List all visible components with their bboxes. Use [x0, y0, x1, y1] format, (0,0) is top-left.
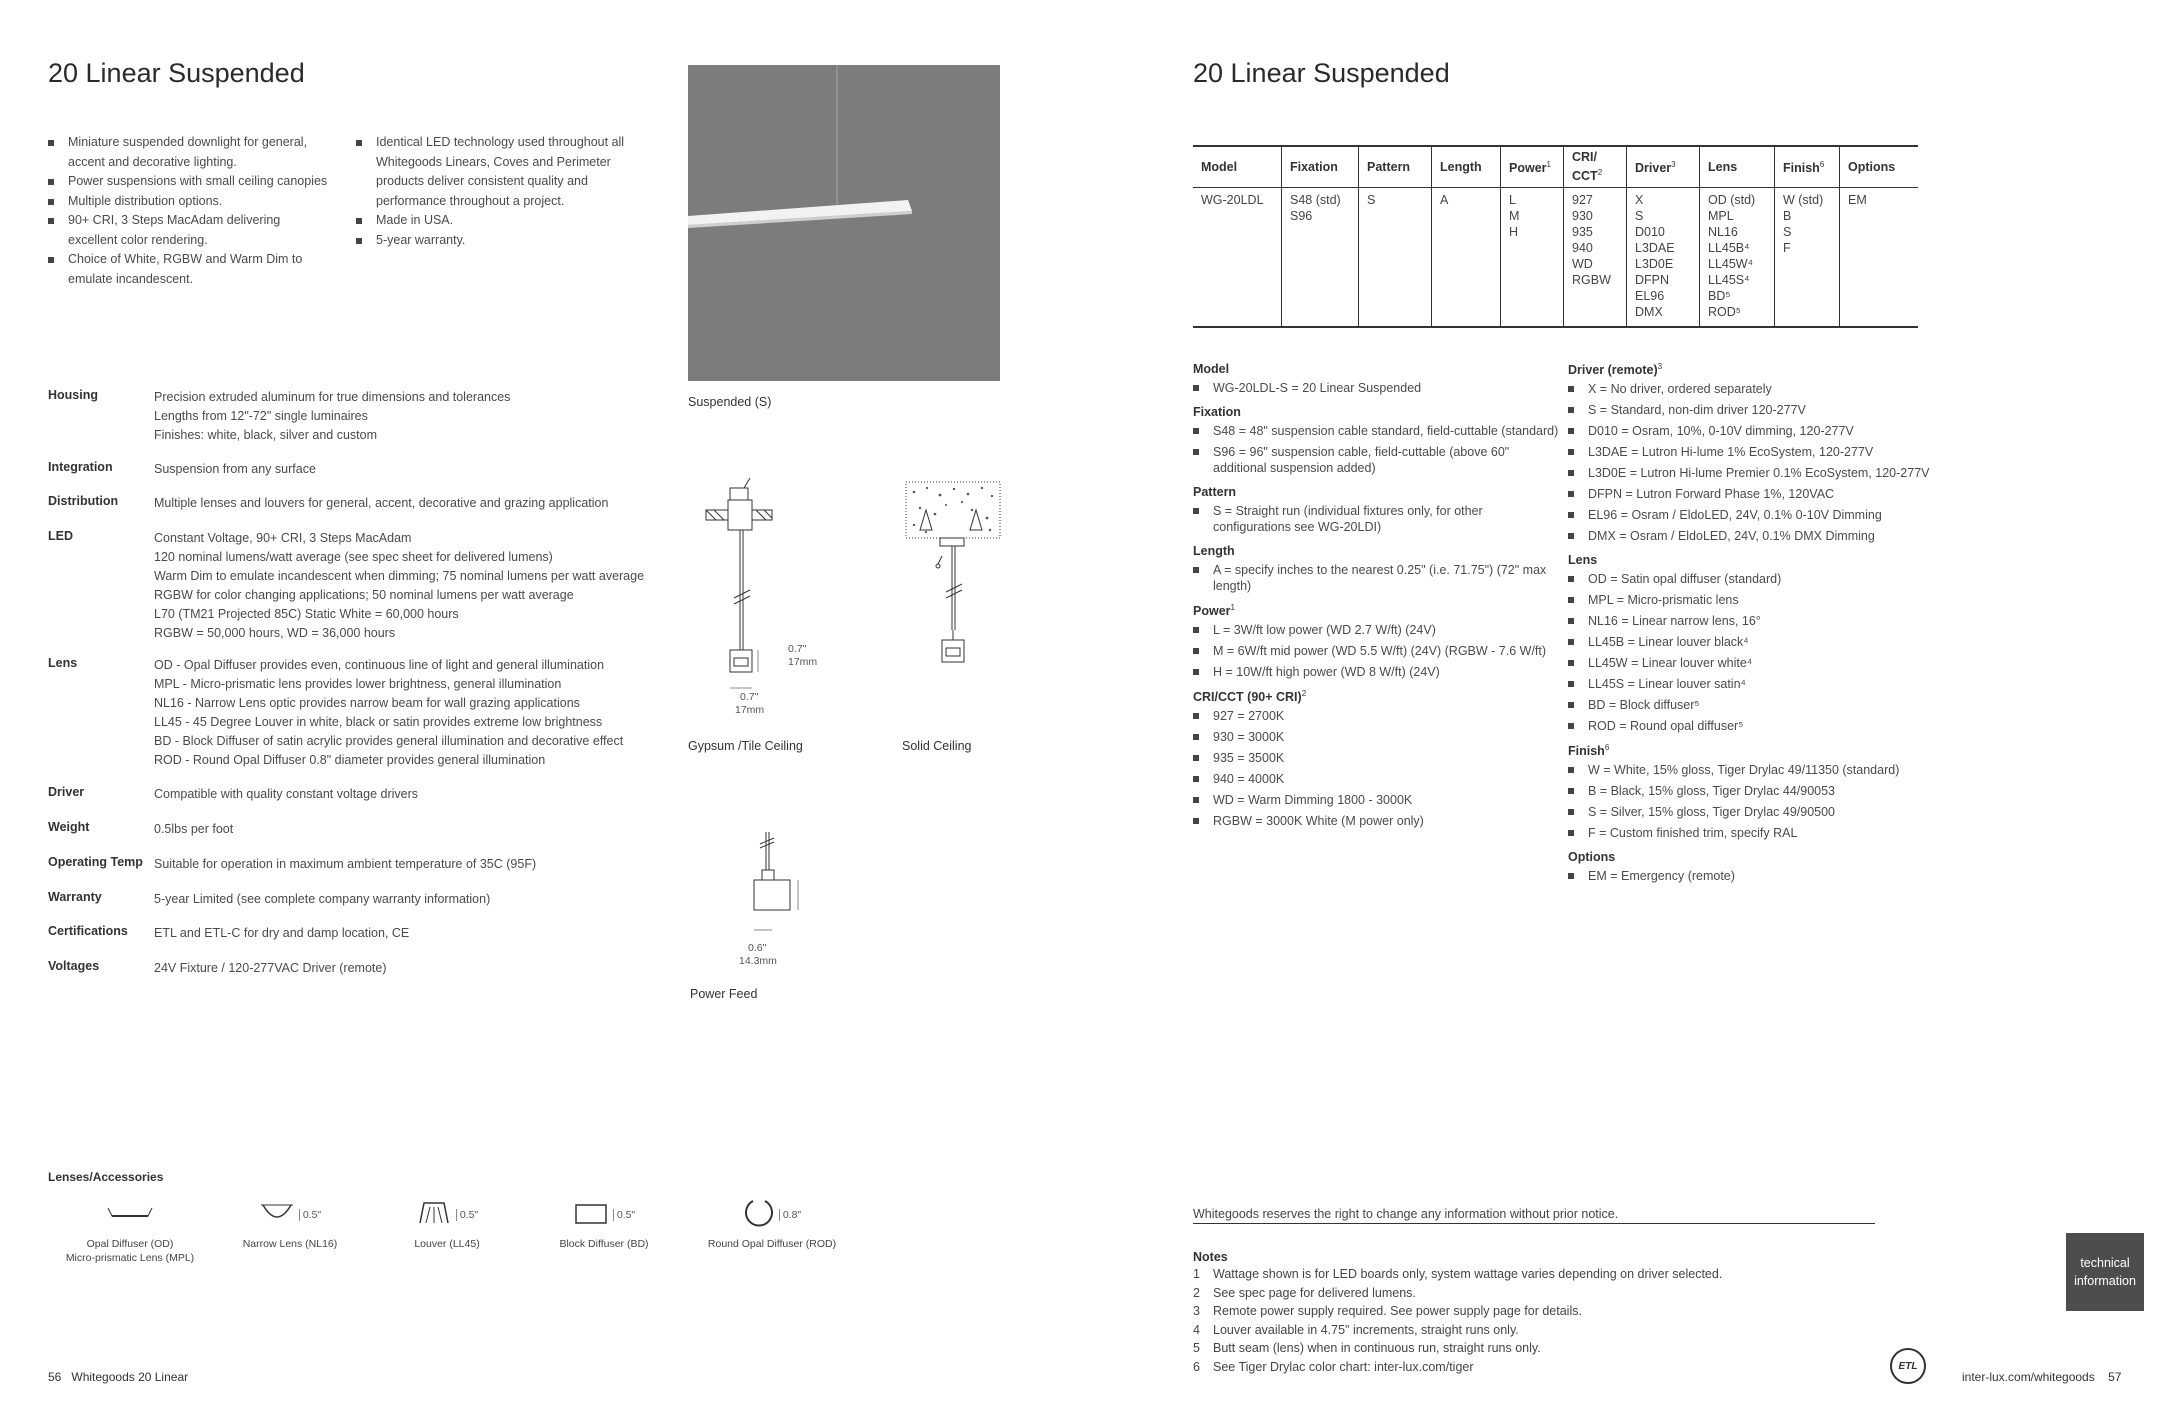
footnote-ref: 3	[1657, 362, 1663, 371]
round-opal-diffuser-icon	[743, 1197, 775, 1234]
feature-bullet: 90+ CRI, 3 Steps MacAdam delivering excellent color rendering.	[48, 211, 328, 250]
footnote-ref: 3	[1671, 160, 1676, 170]
code-item: WD = Warm Dimming 1800 - 3000K	[1193, 792, 1563, 808]
spec-value	[154, 529, 714, 643]
table-header-cell	[1627, 146, 1700, 188]
table-cell	[1501, 188, 1564, 328]
louver-icon	[416, 1199, 452, 1232]
feature-list-1	[48, 133, 328, 289]
table-cell-value: X	[1635, 193, 1644, 207]
code-section-title: Options	[1568, 850, 1616, 865]
note-text: Louver available in 4.75" increments, straight runs only.	[1213, 1322, 1519, 1337]
feature-list-2	[356, 133, 646, 250]
code-item: S = Straight run (individual fixtures only, for other configurations see WG-20LDI)	[1193, 503, 1563, 535]
table-cell	[1359, 188, 1432, 328]
table-cell-value: RGBW	[1572, 273, 1611, 287]
code-item: BD = Block diffuser⁵	[1568, 697, 1938, 713]
note-text: Wattage shown is for LED boards only, system wattage varies depending on driver selected.	[1213, 1267, 1723, 1281]
spec-label: Integration	[48, 460, 113, 474]
code-section-heading	[1193, 544, 1563, 558]
table-cell-value: D010	[1635, 225, 1665, 239]
code-section-title: Power	[1193, 604, 1231, 619]
spec-line: 120 nominal lumens/watt average (see spec sheet for delivered lumens)	[154, 550, 553, 564]
table-header-label: CRI/ CCT	[1572, 149, 1598, 184]
ordering-table	[1193, 145, 1918, 328]
table-cell	[1627, 188, 1700, 328]
table-cell-value: S	[1367, 193, 1376, 207]
table-cell-value: W (std)	[1783, 193, 1824, 207]
code-section-heading	[1568, 553, 1938, 567]
spec-value	[154, 820, 714, 839]
lens-label: Round Opal Diffuser (ROD)	[707, 1238, 837, 1250]
code-item: EL96 = Osram / EldoLED, 24V, 0.1% 0-10V Dimming	[1568, 507, 1938, 523]
code-item: L = 3W/ft low power (WD 2.7 W/ft) (24V)	[1193, 622, 1563, 638]
etl-mark-text: ETL	[1898, 1360, 1918, 1372]
spec-value	[154, 855, 714, 874]
table-cell-value: S	[1635, 209, 1644, 223]
spec-value	[154, 924, 714, 943]
photo-caption: Suspended (S)	[688, 395, 772, 409]
lens-dimension: 0.5"	[613, 1209, 635, 1221]
lens-icon-row	[40, 1198, 220, 1232]
feature-bullet: Identical LED technology used throughout all Whitegoods Linears, Coves and Perimeter products deliver consistent quality and performance throughout a project.	[356, 133, 646, 211]
note-text: See Tiger Drylac color chart: inter-lux.com/tiger	[1213, 1359, 1474, 1374]
spec-label: Certifications	[48, 924, 128, 938]
spec-line: ETL and ETL-C for dry and damp location, CE	[154, 926, 410, 940]
code-item: 940 = 4000K	[1193, 771, 1563, 787]
spec-line: LL45 - 45 Degree Louver in white, black or satin provides extreme low brightness	[154, 715, 603, 729]
table-cell-value: MPL	[1708, 209, 1734, 223]
page-title-left: 20 Linear Suspended	[48, 58, 305, 88]
spec-line: MPL - Micro-prismatic lens provides lower brightness, general illumination	[154, 677, 562, 691]
table-cell-value: 940	[1572, 241, 1593, 255]
tab-label-line-1: technical	[2080, 1256, 2130, 1270]
narrow-lens-icon	[259, 1201, 295, 1230]
note-number: 6	[1193, 1359, 1200, 1374]
table-header-label: Options	[1848, 159, 1896, 174]
code-section-heading	[1193, 362, 1563, 376]
code-item: L3D0E = Lutron Hi-lume Premier 0.1% EcoSystem, 120-277V	[1568, 465, 1938, 481]
spec-value	[154, 656, 714, 770]
spec-line: Suitable for operation in maximum ambient temperature of 35C (95F)	[154, 857, 537, 871]
tab-label-line-2: information	[2074, 1274, 2136, 1288]
code-section-title: Finish	[1568, 744, 1605, 759]
spec-value	[154, 785, 714, 804]
code-item: H = 10W/ft high power (WD 8 W/ft) (24V)	[1193, 664, 1563, 680]
footnote-ref: 6	[1819, 160, 1825, 170]
dim-width-mm: 17mm	[735, 704, 765, 716]
table-cell-value: 935	[1572, 225, 1593, 239]
code-item: B = Black, 15% gloss, Tiger Drylac 44/90053	[1568, 783, 1938, 799]
table-cell	[1193, 188, 1282, 328]
feature-bullet: Choice of White, RGBW and Warm Dim to emulate incandescent.	[48, 250, 328, 289]
table-cell	[1840, 188, 1919, 328]
code-item: X = No driver, ordered separately	[1568, 381, 1938, 397]
code-section-heading	[1193, 405, 1563, 419]
solid-ceiling-diagram	[902, 480, 1002, 695]
spec-label: Distribution	[48, 494, 119, 508]
lens-dimension: 0.8"	[779, 1209, 801, 1221]
note-row	[1193, 1302, 1833, 1321]
spec-line: BD - Block Diffuser of satin acrylic provides general illumination and decorative effect	[154, 734, 624, 748]
code-item: 935 = 3500K	[1193, 750, 1563, 766]
spec-value	[154, 890, 714, 909]
note-number: 4	[1193, 1322, 1200, 1337]
code-item: A = specify inches to the nearest 0.25" (i.e. 71.75") (72" max length)	[1193, 562, 1563, 594]
code-item: ROD = Round opal diffuser⁵	[1568, 718, 1938, 734]
lenses-title: Lenses/Accessories	[48, 1170, 164, 1184]
technical-information-tab[interactable]	[2066, 1233, 2144, 1311]
table-cell	[1432, 188, 1501, 328]
gypsum-caption: Gypsum /Tile Ceiling	[688, 739, 803, 753]
lens-label-secondary: Micro-prismatic Lens (MPL)	[65, 1252, 195, 1264]
note-row	[1193, 1284, 1833, 1303]
spec-label: Lens	[48, 656, 78, 670]
table-header-cell	[1282, 146, 1359, 188]
note-number: 5	[1193, 1341, 1200, 1355]
spec-value	[154, 494, 714, 513]
lens-dimension: 0.5"	[299, 1209, 321, 1221]
notes-list	[1193, 1265, 1833, 1376]
table-cell-value: EM	[1848, 193, 1867, 207]
table-cell-value: NL16	[1708, 225, 1738, 239]
lens-label: Block Diffuser (BD)	[559, 1238, 649, 1250]
code-section-title: Pattern	[1193, 485, 1237, 499]
footer-left-text: Whitegoods 20 Linear	[71, 1370, 189, 1384]
code-section-heading	[1193, 689, 1563, 704]
table-header-cell	[1432, 146, 1501, 188]
spec-line: Finishes: white, black, silver and custom	[154, 428, 378, 442]
code-list	[1568, 868, 1938, 884]
code-item: LL45W = Linear louver white⁴	[1568, 655, 1938, 671]
code-item: 930 = 3000K	[1193, 729, 1563, 745]
code-section-title: Lens	[1568, 553, 1598, 568]
code-list	[1568, 571, 1938, 734]
code-item: S = Standard, non-dim driver 120-277V	[1568, 402, 1938, 418]
page-number-right: 57	[2108, 1370, 2122, 1384]
table-cell-value: L3D0E	[1635, 257, 1674, 271]
powerfeed-dim-mm: 14.3mm	[739, 955, 777, 967]
code-list	[1193, 503, 1563, 535]
code-section-heading	[1193, 485, 1563, 499]
table-cell-value: DFPN	[1635, 273, 1670, 287]
code-item: W = White, 15% gloss, Tiger Drylac 49/11350 (standard)	[1568, 762, 1938, 778]
feature-bullet: Power suspensions with small ceiling canopies	[48, 172, 328, 192]
feature-bullet: Miniature suspended downlight for general, accent and decorative lighting.	[48, 133, 328, 172]
spec-line: RGBW = 50,000 hours, WD = 36,000 hours	[154, 626, 396, 640]
code-list	[1193, 423, 1563, 476]
table-cell	[1775, 188, 1840, 328]
code-item: S96 = 96" suspension cable, field-cuttable (above 60" additional suspension added)	[1193, 444, 1563, 476]
spec-value	[154, 959, 714, 978]
dim-height-mm: 17mm	[788, 656, 818, 668]
table-header-cell	[1501, 146, 1564, 188]
code-item: M = 6W/ft mid power (WD 5.5 W/ft) (24V) (RGBW - 7.6 W/ft)	[1193, 643, 1563, 659]
dim-width-in: 0.7"	[740, 691, 759, 703]
code-section-title: Driver (remote)	[1568, 363, 1658, 378]
spec-line: RGBW for color changing applications; 50 nominal lumens per watt average	[154, 588, 574, 602]
code-item: MPL = Micro-prismatic lens	[1568, 592, 1938, 608]
table-cell-value: ROD⁵	[1708, 305, 1741, 319]
table-cell-value: 927	[1572, 193, 1593, 207]
spec-line: Constant Voltage, 90+ CRI, 3 Steps MacAdam	[154, 531, 412, 545]
spec-line: OD - Opal Diffuser provides even, continuous line of light and general illumination	[154, 658, 605, 672]
footer-left	[48, 1370, 188, 1384]
table-cell-value: 930	[1572, 209, 1593, 223]
code-list	[1193, 622, 1563, 680]
note-row	[1193, 1358, 1833, 1377]
note-text: Butt seam (lens) when in continuous run, straight runs only.	[1213, 1341, 1541, 1355]
table-header-label: Finish	[1783, 161, 1820, 176]
table-cell-value: F	[1783, 241, 1791, 255]
spec-value	[154, 460, 714, 479]
code-section-title: Length	[1193, 544, 1235, 558]
spec-line: NL16 - Narrow Lens optic provides narrow beam for wall grazing applications	[154, 696, 580, 710]
spec-label: Driver	[48, 785, 85, 799]
code-item: 927 = 2700K	[1193, 708, 1563, 724]
lens-label: Louver (LL45)	[414, 1238, 480, 1250]
table-cell-value: L3DAE	[1635, 241, 1675, 255]
table-cell	[1564, 188, 1627, 328]
spec-line: Lengths from 12"-72" single luminaires	[154, 409, 368, 423]
dim-height-in: 0.7"	[788, 643, 807, 655]
product-photo	[688, 65, 1000, 381]
spec-label: Weight	[48, 820, 90, 834]
lens-icon-row	[514, 1198, 694, 1232]
note-text: Remote power supply required. See power supply page for details.	[1213, 1304, 1582, 1318]
table-header-label: Driver	[1635, 161, 1672, 176]
spec-label: Warranty	[48, 890, 102, 904]
table-cell-value: BD⁵	[1708, 289, 1731, 303]
code-section-heading	[1193, 603, 1563, 618]
powerfeed-dim-in: 0.6"	[748, 942, 767, 954]
table-header-cell	[1564, 146, 1627, 188]
spec-line: 24V Fixture / 120-277VAC Driver (remote)	[154, 961, 387, 975]
table-cell-value: WD	[1572, 257, 1593, 271]
opal-diffuser-icon	[106, 1204, 154, 1227]
feature-bullet: 5-year warranty.	[356, 231, 646, 251]
spec-line: Precision extruded aluminum for true dimensions and tolerances	[154, 390, 511, 404]
code-item: DFPN = Lutron Forward Phase 1%, 120VAC	[1568, 486, 1938, 502]
code-list	[1568, 762, 1938, 841]
etl-certification-logo	[1890, 1348, 1926, 1384]
code-item: RGBW = 3000K White (M power only)	[1193, 813, 1563, 829]
table-cell-value: B	[1783, 209, 1792, 223]
powerfeed-caption: Power Feed	[690, 987, 758, 1001]
note-number: 2	[1193, 1285, 1200, 1300]
note-number: 1	[1193, 1267, 1200, 1281]
code-section-heading	[1568, 850, 1938, 864]
table-header-cell	[1359, 146, 1432, 188]
spec-label: Housing	[48, 388, 98, 402]
solid-caption: Solid Ceiling	[902, 739, 972, 753]
spec-line: ROD - Round Opal Diffuser 0.8" diameter provides general illumination	[154, 753, 546, 767]
note-row	[1193, 1265, 1833, 1284]
code-list	[1193, 708, 1563, 829]
spec-label: Voltages	[48, 959, 100, 973]
footer-right	[1962, 1370, 2121, 1384]
disclaimer	[1193, 1207, 1875, 1224]
code-section-title: Fixation	[1193, 405, 1241, 419]
lens-label: Opal Diffuser (OD)	[86, 1238, 174, 1250]
code-item: DMX = Osram / EldoLED, 24V, 0.1% DMX Dimming	[1568, 528, 1938, 544]
code-section-heading	[1568, 743, 1938, 758]
spec-label: Operating Temp	[48, 855, 143, 869]
table-header-cell	[1193, 146, 1282, 188]
table-header-label: Length	[1440, 159, 1482, 174]
page-title-right: 20 Linear Suspended	[1193, 58, 1450, 88]
code-item: S = Silver, 15% gloss, Tiger Drylac 49/90500	[1568, 804, 1938, 820]
table-cell	[1282, 188, 1359, 328]
table-cell-value: A	[1440, 193, 1449, 207]
lens-item	[200, 1198, 380, 1250]
ordering-codes-left	[1193, 362, 1563, 829]
feature-bullet: Made in USA.	[356, 211, 646, 231]
lens-item	[514, 1198, 694, 1250]
lens-icon-row	[357, 1198, 537, 1232]
footnote-ref: 1	[1546, 160, 1551, 170]
spec-line: Compatible with quality constant voltage drivers	[154, 787, 419, 801]
code-item: L3DAE = Lutron Hi-lume 1% EcoSystem, 120-277V	[1568, 444, 1938, 460]
table-cell-value: LL45S⁴	[1708, 273, 1750, 287]
page-number-left: 56	[48, 1370, 62, 1384]
code-item: LL45S = Linear louver satin⁴	[1568, 676, 1938, 692]
code-section-title: Model	[1193, 362, 1230, 376]
feature-bullet: Multiple distribution options.	[48, 192, 328, 212]
table-cell-value: EL96	[1635, 289, 1665, 303]
code-item: D010 = Osram, 10%, 0-10V dimming, 120-277V	[1568, 423, 1938, 439]
lens-item	[357, 1198, 537, 1250]
suspended-fixture-image	[688, 65, 1000, 381]
table-cell-value: S96	[1290, 209, 1313, 223]
footnote-ref: 6	[1604, 743, 1610, 753]
spec-value	[154, 388, 714, 445]
table-header-label: Fixation	[1290, 159, 1338, 174]
table-header-label: Lens	[1708, 159, 1738, 174]
table-cell-value: DMX	[1635, 305, 1663, 319]
spec-line: Multiple lenses and louvers for general, accent, decorative and grazing application	[154, 496, 609, 510]
table-cell-value: WG-20LDL	[1201, 193, 1264, 207]
table-cell-value: H	[1509, 225, 1519, 239]
table-cell-value: S48 (std)	[1290, 193, 1341, 207]
code-list	[1193, 562, 1563, 594]
table-header-label: Power	[1509, 161, 1547, 176]
table-cell	[1700, 188, 1775, 328]
table-cell-value: LL45B⁴	[1708, 241, 1750, 255]
note-row	[1193, 1339, 1833, 1358]
disclaimer-text: Whitegoods reserves the right to change any information without prior notice.	[1193, 1207, 1619, 1221]
code-item: F = Custom finished trim, specify RAL	[1568, 825, 1938, 841]
spec-line: 0.5lbs per foot	[154, 822, 234, 836]
note-row	[1193, 1321, 1833, 1340]
table-header-cell	[1700, 146, 1775, 188]
spec-line: Warm Dim to emulate incandescent when dimming; 75 nominal lumens per watt average	[154, 569, 645, 583]
power-feed-diagram	[740, 830, 810, 940]
gypsum-ceiling-diagram	[700, 470, 830, 720]
code-item: WG-20LDL-S = 20 Linear Suspended	[1193, 380, 1563, 396]
code-section-title: CRI/CCT (90+ CRI)	[1193, 690, 1302, 705]
block-diffuser-icon	[573, 1201, 609, 1230]
spec-line: 5-year Limited (see complete company warranty information)	[154, 892, 491, 906]
code-item: OD = Satin opal diffuser (standard)	[1568, 571, 1938, 587]
lens-dimension: 0.5"	[456, 1209, 478, 1221]
table-cell-value: S	[1783, 225, 1792, 239]
lens-item	[682, 1198, 862, 1250]
table-cell-value: OD (std)	[1708, 193, 1756, 207]
lens-item	[40, 1198, 220, 1264]
note-number: 3	[1193, 1304, 1200, 1318]
lens-label: Narrow Lens (NL16)	[242, 1238, 338, 1250]
code-item: LL45B = Linear louver black⁴	[1568, 634, 1938, 650]
code-list	[1193, 380, 1563, 396]
spec-line: Suspension from any surface	[154, 462, 316, 476]
code-item: EM = Emergency (remote)	[1568, 868, 1938, 884]
footnote-ref: 2	[1301, 689, 1307, 699]
table-header-cell	[1840, 146, 1919, 188]
table-cell-value: L	[1509, 193, 1516, 207]
table-header-label: Pattern	[1367, 159, 1411, 174]
footnote-ref: 1	[1230, 603, 1235, 612]
table-cell-value: LL45W⁴	[1708, 257, 1753, 271]
table-cell-value: M	[1509, 209, 1520, 223]
ordering-codes-right	[1568, 362, 1938, 884]
note-text: See spec page for delivered lumens.	[1213, 1285, 1416, 1300]
notes-title: Notes	[1193, 1250, 1228, 1264]
footnote-ref: 2	[1597, 167, 1603, 177]
lens-icon-row	[682, 1198, 862, 1232]
table-header-cell	[1775, 146, 1840, 188]
spec-line: L70 (TM21 Projected 85C) Static White = 60,000 hours	[154, 607, 459, 621]
spec-label: LED	[48, 529, 73, 543]
code-section-heading	[1568, 362, 1938, 377]
footer-url[interactable]: inter-lux.com/whitegoods	[1962, 1370, 2095, 1384]
lens-icon-row	[200, 1198, 380, 1232]
code-item: S48 = 48" suspension cable standard, field-cuttable (standard)	[1193, 423, 1563, 439]
table-header-label: Model	[1201, 159, 1238, 174]
code-item: NL16 = Linear narrow lens, 16°	[1568, 613, 1938, 629]
code-list	[1568, 381, 1938, 544]
